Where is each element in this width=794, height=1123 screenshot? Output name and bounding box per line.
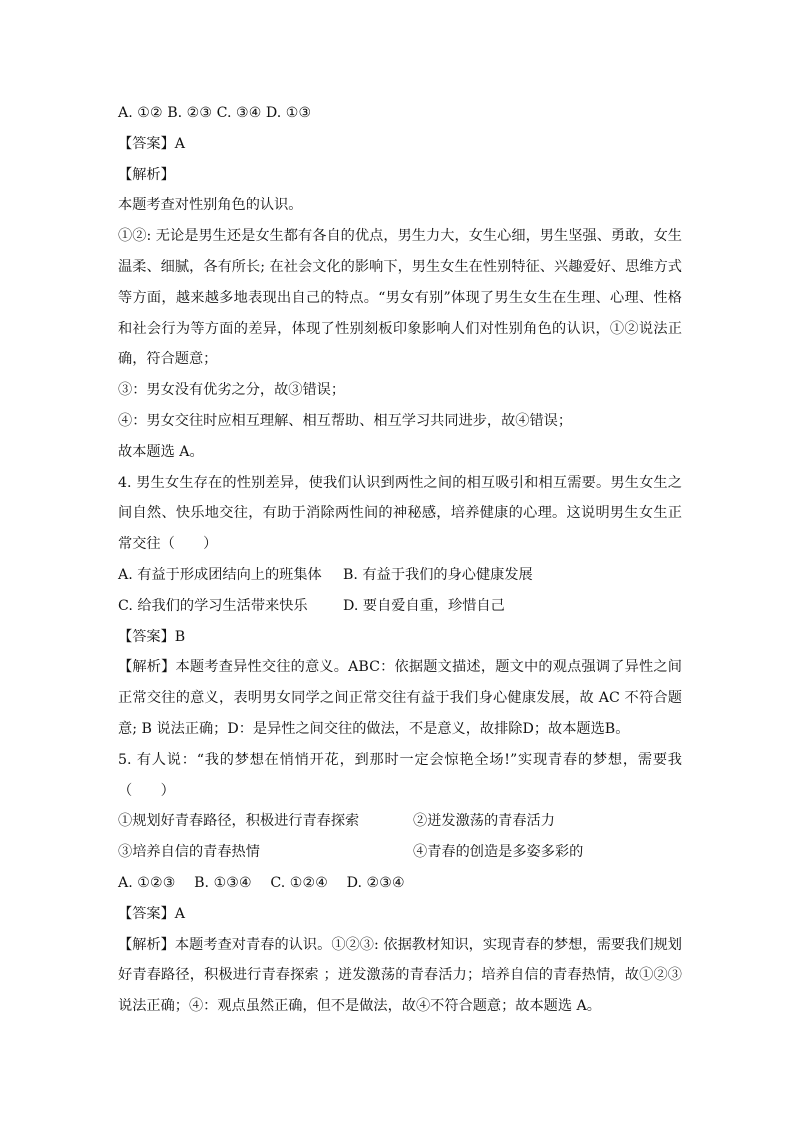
q5-answer: 【答案】A [118, 905, 185, 922]
q4-answer: 【答案】B [118, 628, 186, 645]
q5-items-row-1 [118, 806, 682, 837]
q3-analysis-point-2: ③：男女没有优劣之分，故③错误； [118, 382, 346, 399]
q3-analysis-intro: 本题考查对性别角色的认识。 [118, 197, 303, 214]
q4-option-c: C. 给我们的学习生活带来快乐 [118, 597, 308, 614]
document-page [118, 98, 682, 1022]
q5-items-row-2 [118, 837, 682, 868]
q3-options: A. ①② B. ②③ C. ③④ D. ①③ [118, 105, 312, 121]
q4-option-a: A. 有益于形成团结向上的班集体 [118, 566, 322, 583]
q3-analysis-point-3: ④：男女交往时应相互理解、相互帮助、相互学习共同进步，故④错误； [118, 412, 573, 429]
q5-item-2: ②迸发激荡的青春活力 [413, 813, 555, 830]
q5-item-4: ④青春的创造是多姿多彩的 [413, 844, 584, 861]
q4-option-b: B. 有益于我们的身心健康发展 [343, 566, 533, 583]
q5-options: A. ①②③ B. ①③④ C. ①②④ D. ②③④ [118, 874, 405, 891]
q3-analysis-heading: 【解析】 [118, 166, 175, 183]
q5-item-3: ③培养自信的青春热情 [118, 844, 260, 861]
q4-options-row-1 [118, 560, 682, 591]
q5-analysis: 【解析】本题考查对青春的认识。①②③: 依据教材知识，实现青春的梦想，需要我们规划好青春路径，积极进行青春探索 ；迸发激荡的青春活力；培养自信的青春热情，故①②③说法正确；④：观点虽然正确，但不是做法，故④不符合题意；故本题选 A。 [118, 936, 682, 1015]
q5-item-1: ①规划好青春路径，积极进行青春探索 [118, 813, 360, 830]
q4-analysis: 【解析】本题考查异性交往的意义。ABC：依据题文描述，题文中的观点强调了异性之间正常交往的意义，表明男女同学之间正常交往有益于我们身心健康发展，故 AC 不符合题意; B 说法正确；D：是异性之间交往的做法，不是意义，故排除D；故本题选B。 [118, 659, 682, 737]
q5-stem: 5. 有人说：“我的梦想在悄悄开花，到那时一定会惊艳全场!”实现青春的梦想，需要我（ ） [118, 751, 682, 799]
q4-option-d: D. 要自爱自重，珍惜自己 [343, 597, 505, 614]
q3-analysis-point-1: ①②: 无论是男生还是女生都有各自的优点，男生力大，女生心细，男生坚强、勇敢，女生温柔、细腻，各有所长; 在社会文化的影响下，男生女生在性别特征、兴趣爱好、思维方式等方面，越来越多地表现出自己的特点。“男女有别”体现了男生女生在生理、心理、性格和社会行为等方面的差异，体现了性别刻板印象影响人们对性别角色的认识，①②说法正确，符合题意； [118, 228, 682, 368]
q3-answer: 【答案】A [118, 135, 185, 152]
q4-stem: 4. 男生女生存在的性别差异，使我们认识到两性之间的相互吸引和相互需要。男生女生之间自然、快乐地交往，有助于消除两性间的神秘感，培养健康的心理。这说明男生女生正常交往（ ） [118, 474, 682, 553]
q4-options-row-2 [118, 591, 682, 622]
q3-conclusion: 故本题选 A。 [118, 443, 204, 460]
